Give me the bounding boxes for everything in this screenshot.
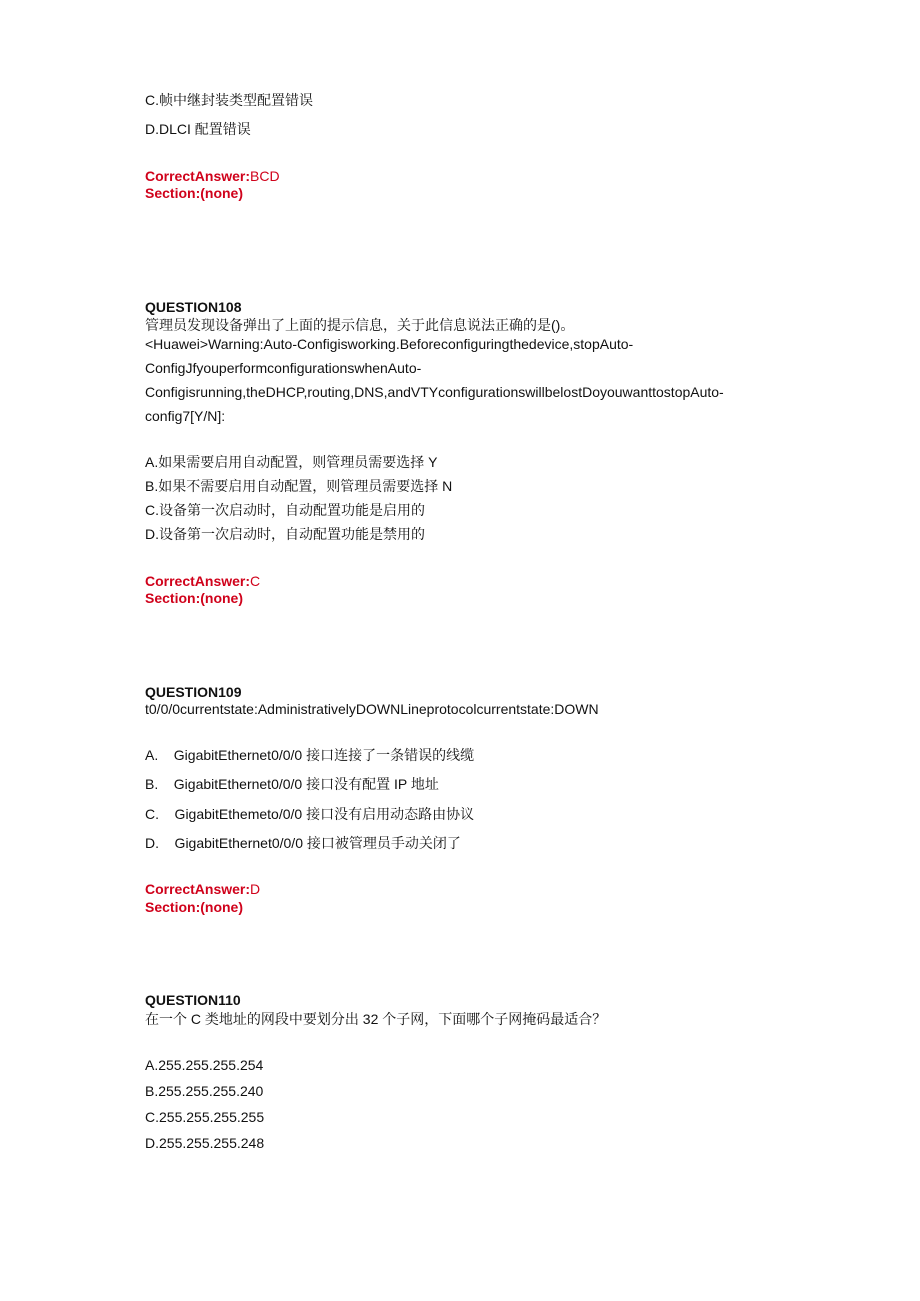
- q107-option-d: D.DLCI 配置错误: [145, 121, 251, 137]
- q109-option-c: C. GigabitEthemeto/0/0 接口没有启用动态路由协议: [145, 806, 475, 822]
- q108-correct-answer: [145, 572, 260, 590]
- q108-option-a: A.如果需要启用自动配置，则管理员需要选择 Y: [145, 454, 438, 470]
- q110-option-d: D.255.255.255.248: [145, 1135, 265, 1151]
- answer-value: C: [250, 573, 261, 589]
- q109-option-b: B. GigabitEthernet0/0/0 接口没有配置 IP 地址: [145, 776, 439, 792]
- q109-correct-answer: [145, 880, 260, 898]
- q109-title: QUESTION109: [145, 684, 242, 700]
- q110-title: QUESTION110: [145, 992, 241, 1008]
- answer-value: BCD: [250, 168, 280, 184]
- q108-prompt-line-1: <Huawei>Warning:Auto-Configisworking.Beforeconfiguringthedevice,stopAuto-: [145, 336, 634, 352]
- q108-option-d: D.设备第一次启动时，自动配置功能是禁用的: [145, 526, 425, 542]
- q110-question: 在一个 C 类地址的网段中要划分出 32 个子网，下面哪个子网掩码最适合？: [145, 1011, 607, 1027]
- q109-option-a: A. GigabitEthernet0/0/0 接口连接了一条错误的线缆: [145, 747, 475, 763]
- q110-option-a: A.255.255.255.254: [145, 1057, 264, 1073]
- q108-prompt-line-2: ConfigJfyouperformconfigurationswhenAuto-: [145, 360, 422, 376]
- q109-question: t0/0/0currentstate:AdministrativelyDOWNLineprotocolcurrentstate:DOWN: [145, 701, 599, 717]
- q107-option-c: C.帧中继封装类型配置错误: [145, 92, 313, 108]
- answer-label: CorrectAnswer:: [145, 573, 251, 589]
- q109-option-d: D. GigabitEthernet0/0/0 接口被管理员手动关闭了: [145, 835, 461, 851]
- q109-section: Section:(none): [145, 899, 243, 915]
- answer-label: CorrectAnswer:: [145, 881, 251, 897]
- q108-option-b: B.如果不需要启用自动配置，则管理员需要选择 N: [145, 478, 453, 494]
- q107-section: Section:(none): [145, 185, 243, 201]
- q108-section: Section:(none): [145, 590, 243, 606]
- q107-correct-answer: [145, 167, 280, 185]
- q110-option-b: B.255.255.255.240: [145, 1083, 264, 1099]
- answer-label: CorrectAnswer:: [145, 168, 251, 184]
- q108-prompt-line-4: config7[Y/N]:: [145, 408, 226, 424]
- q108-question: 管理员发现设备弹出了上面的提示信息，关于此信息说法正确的是()。: [145, 317, 575, 333]
- q108-option-c: C.设备第一次启动时，自动配置功能是启用的: [145, 502, 425, 518]
- q108-title: QUESTION108: [145, 299, 242, 315]
- q108-prompt-line-3: Configisrunning,theDHCP,routing,DNS,andVTYconfigurationswillbelostDoyouwanttostopAuto-: [145, 384, 724, 400]
- answer-value: D: [250, 881, 261, 897]
- q110-option-c: C.255.255.255.255: [145, 1109, 265, 1125]
